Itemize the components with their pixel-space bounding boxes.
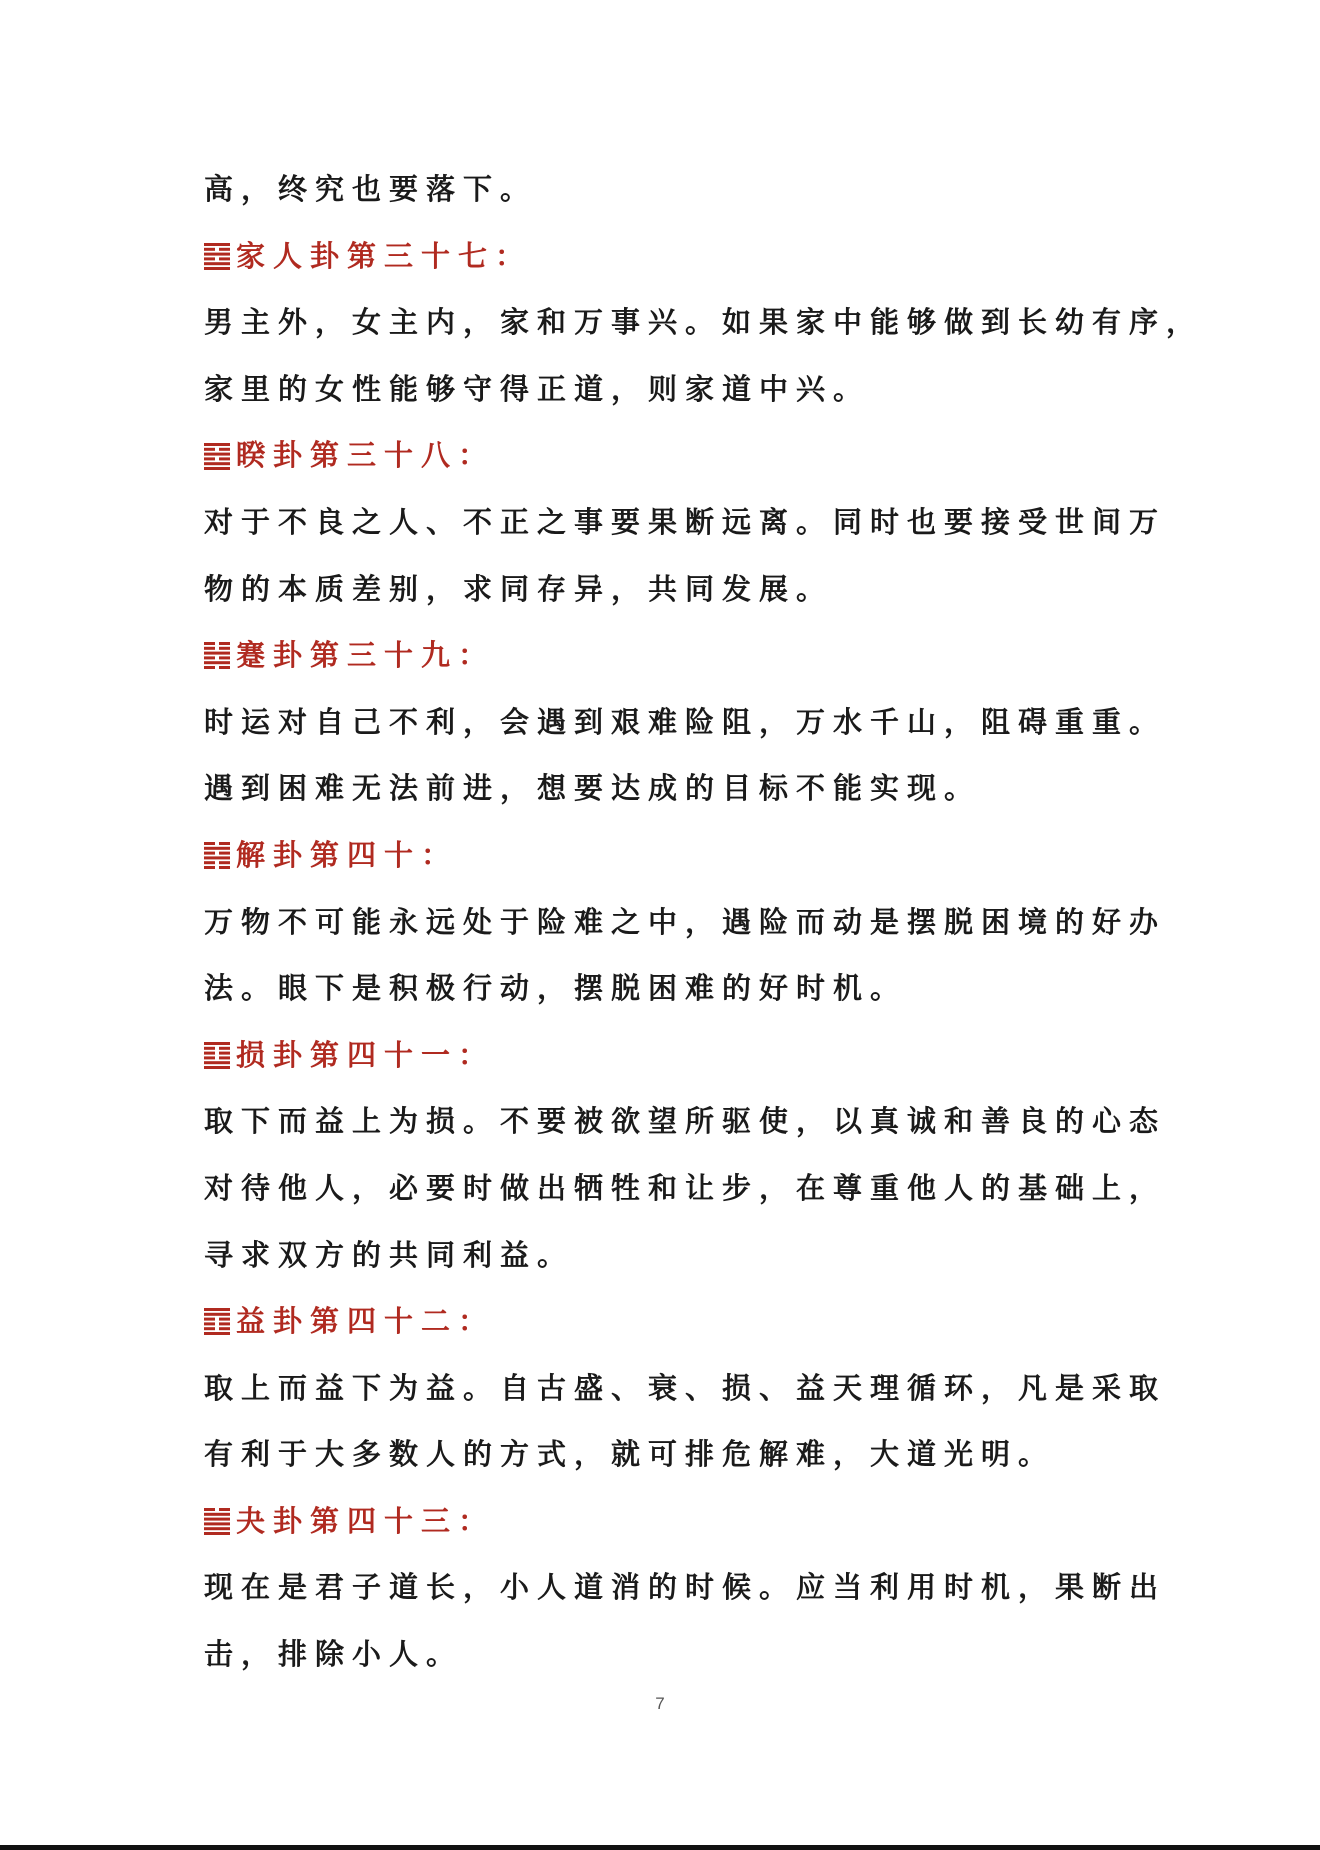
body-text-line: 取下而益上为损。不要被欲望所驱使，以真诚和善良的心态 bbox=[204, 1104, 1167, 1139]
hexagram-icon bbox=[204, 1306, 230, 1336]
body-text-line: 遇到困难无法前进，想要达成的目标不能实现。 bbox=[204, 771, 982, 806]
section-title: 夬卦第四十三： bbox=[236, 1503, 496, 1538]
body-text-line: 物的本质差别，求同存异，共同发展。 bbox=[204, 571, 834, 606]
section-heading bbox=[204, 1288, 1134, 1355]
section-title: 睽卦第三十八： bbox=[236, 438, 496, 473]
intro-line: 高，终究也要落下。 bbox=[204, 172, 538, 206]
section-heading bbox=[204, 822, 1134, 889]
hexagram-icon bbox=[204, 441, 230, 471]
section-title: 家人卦第三十七： bbox=[236, 238, 533, 273]
hexagram-icon bbox=[204, 640, 230, 670]
page-content bbox=[204, 156, 1204, 1688]
section-title: 益卦第四十二： bbox=[236, 1304, 496, 1339]
body-text-line: 击，排除小人。 bbox=[204, 1637, 464, 1672]
hexagram-icon bbox=[204, 840, 230, 870]
body-text-line: 法。眼下是积极行动，摆脱困难的好时机。 bbox=[204, 971, 908, 1006]
section-title: 解卦第四十： bbox=[236, 837, 459, 872]
section-heading bbox=[204, 1022, 1134, 1089]
section-heading bbox=[204, 223, 1134, 290]
section-heading bbox=[204, 1488, 1134, 1555]
hexagram-icon bbox=[204, 241, 230, 271]
body-text-line: 取上而益下为益。自古盛、衰、损、益天理循环，凡是采取 bbox=[204, 1370, 1167, 1405]
body-text-line: 有利于大多数人的方式，就可排危解难，大道光明。 bbox=[204, 1437, 1056, 1472]
body-text-line: 男主外，女主内，家和万事兴。如果家中能够做到长幼有序， bbox=[204, 305, 1204, 340]
body-text-line: 对待他人，必要时做出牺牲和让步，在尊重他人的基础上， bbox=[204, 1170, 1167, 1205]
section-title: 蹇卦第三十九： bbox=[236, 638, 496, 673]
page-number: 7 bbox=[655, 1694, 665, 1713]
body-text-line: 对于不良之人、不正之事要果断远离。同时也要接受世间万 bbox=[204, 504, 1167, 539]
body-text-line: 家里的女性能够守得正道，则家道中兴。 bbox=[204, 371, 871, 406]
hexagram-icon bbox=[204, 1506, 230, 1536]
section-title: 损卦第四十一： bbox=[236, 1037, 496, 1072]
body-text-line: 寻求双方的共同利益。 bbox=[204, 1237, 575, 1272]
bottom-divider bbox=[0, 1845, 1320, 1850]
body-text-line: 现在是君子道长，小人道消的时候。应当利用时机，果断出 bbox=[204, 1570, 1167, 1605]
body-text-line: 万物不可能永远处于险难之中，遇险而动是摆脱困境的好办 bbox=[204, 904, 1167, 939]
body-text-line: 时运对自己不利，会遇到艰难险阻，万水千山，阻碍重重。 bbox=[204, 704, 1167, 739]
section-heading bbox=[204, 622, 1134, 689]
hexagram-icon bbox=[204, 1040, 230, 1070]
section-heading bbox=[204, 422, 1134, 489]
